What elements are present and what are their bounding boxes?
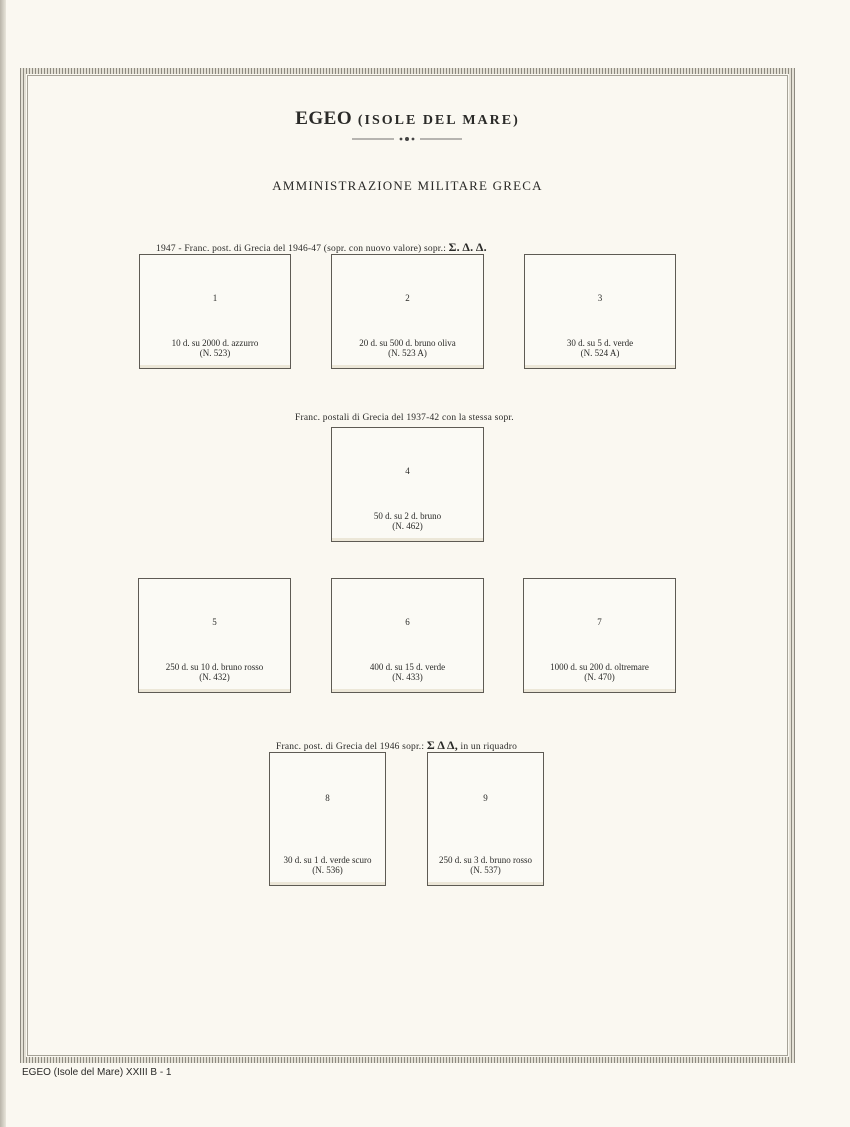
stamp-description: 20 d. su 500 d. bruno oliva [359, 338, 456, 348]
section-3-caption-suffix: in un riquadro [460, 742, 518, 752]
stamp-slot-3 [524, 254, 676, 369]
stamp-slot-5 [138, 578, 291, 693]
stamp-description: 250 d. su 3 d. bruno rosso [438, 855, 532, 865]
stamp-description: 250 d. su 10 d. bruno rosso [165, 662, 264, 672]
stamp-reference: (N. 524 A) [580, 348, 620, 358]
stamp-description: 30 d. su 1 d. verde scuro [283, 855, 372, 865]
stamp-slot-1 [139, 254, 291, 369]
title-main: EGEO [295, 108, 353, 129]
page-footer-label: EGEO (Isole del Mare) XXIII B - 1 [22, 1067, 172, 1078]
stamp-description: 10 d. su 2000 d. azzurro [171, 338, 259, 348]
stamp-description: 1000 d. su 200 d. oltremare [550, 662, 649, 672]
stamp-reference: (N. 523 A) [388, 348, 427, 358]
section-3-overprint: Σ Δ Δ, [426, 738, 458, 752]
title-ornament-icon [352, 136, 462, 142]
stamp-number: 5 [212, 617, 217, 627]
stamp-slot-8 [269, 752, 386, 886]
stamp-number: 6 [405, 617, 410, 627]
stamp-reference: (N. 537) [470, 865, 501, 875]
stamp-slot-6 [331, 578, 484, 693]
stamp-number: 4 [405, 466, 410, 476]
page-title [0, 108, 815, 130]
stamp-reference: (N. 536) [312, 865, 343, 875]
page-inner-rule [27, 75, 788, 1056]
stamp-number: 9 [483, 793, 488, 803]
stamp-reference: (N. 470) [584, 672, 615, 682]
section-2-caption: Franc. postali di Grecia del 1937-42 con la stessa sopr. [295, 413, 514, 423]
stamp-number: 7 [597, 617, 602, 627]
stamp-reference: (N. 523) [199, 348, 231, 358]
stamp-slot-7 [523, 578, 676, 693]
section-subtitle: AMMINISTRAZIONE MILITARE GRECA [272, 178, 543, 193]
stamp-number: 8 [325, 793, 330, 803]
section-3-caption-text: Franc. post. di Grecia del 1946 sopr.: [276, 742, 425, 752]
stamp-description: 50 d. su 2 d. bruno [373, 511, 442, 521]
section-1-caption-text: 1947 - Franc. post. di Grecia del 1946-47 (sopr. con nuovo valore) sopr.: [156, 244, 447, 254]
stamp-reference: (N. 433) [392, 672, 423, 682]
stamp-number: 1 [212, 293, 218, 303]
title-sub: (ISOLE DEL MARE) [357, 113, 520, 128]
stamp-reference: (N. 462) [392, 521, 423, 531]
stamp-description: 400 d. su 15 d. verde [369, 662, 446, 672]
section-1-overprint: Σ. Δ. Δ. [448, 240, 487, 254]
stamp-reference: (N. 432) [199, 672, 230, 682]
page-edge [0, 0, 6, 1127]
section-3-caption [276, 738, 517, 753]
stamp-slot-2 [331, 254, 484, 369]
stamp-number: 3 [597, 293, 603, 303]
stamp-number: 2 [405, 293, 410, 303]
stamp-slot-9 [427, 752, 544, 886]
stamp-slot-4 [331, 427, 484, 542]
section-1-caption [156, 240, 487, 255]
stamp-description: 30 d. su 5 d. verde [566, 338, 634, 348]
